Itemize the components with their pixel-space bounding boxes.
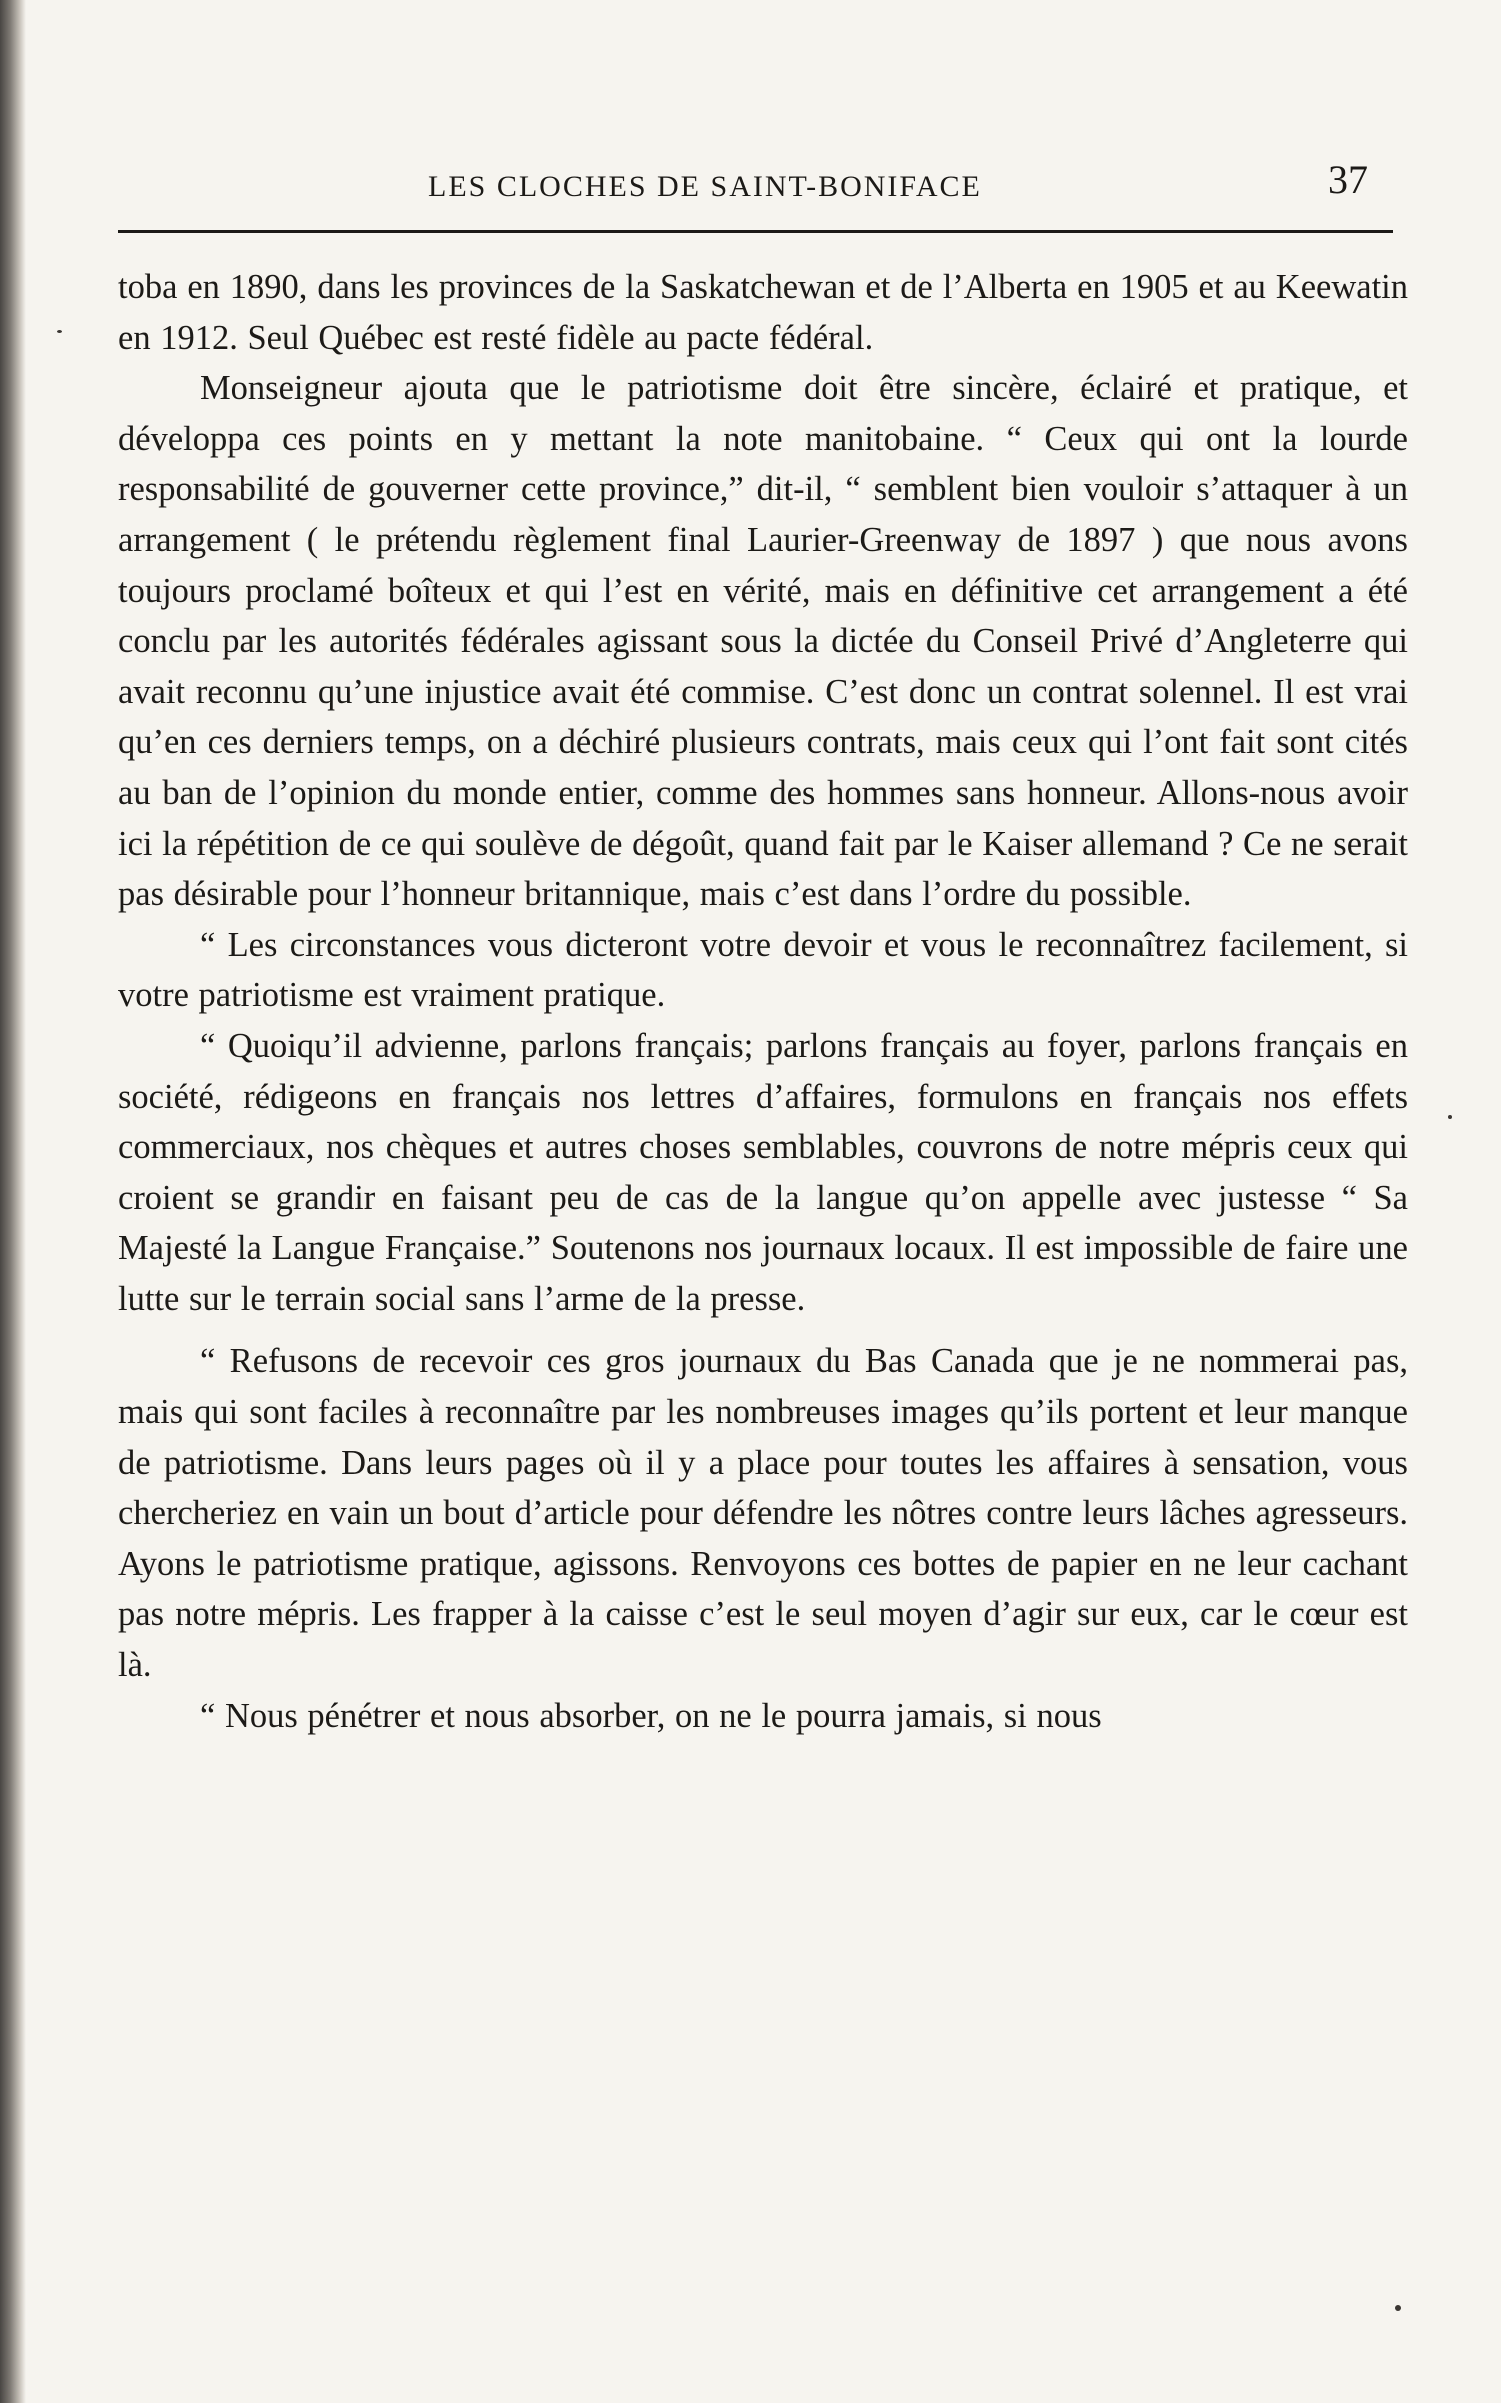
book-page: [118, 150, 1408, 1735]
paragraph-continuation: toba en 1890, dans les provinces de la Saskatchewan et de l’Alberta en 1905 et au Keewatin en 1912. Seul Québec est resté fidèle au pacte fédéral.: [118, 268, 1408, 357]
running-title: LES CLOCHES DE SAINT-BONIFACE: [428, 170, 982, 203]
ink-speck: [1448, 1115, 1452, 1119]
body-text: [118, 262, 1408, 1741]
paragraph-monseigneur: Monseigneur ajouta que le patriotisme doit être sincère, éclairé et pratique, et développa ces points en y mettant la note manitobaine. “ Ceux qui ont la lourde responsabilité de gouverner cette province,” dit-il, “ semblent bien vouloir s’attaquer à un arrangement ( le prétendu règlement final Laurier-Greenway de 1897 ) que nous avons toujours proclamé boîteux et qui l’est en vérité, mais en définitive cet arrangement a été conclu par les autorités fédérales agissant sous la dictée du Conseil Privé d’Angleterre qui avait reconnu qu’une injustice avait été commise. C’est donc un contrat solennel. Il est vrai qu’en ces derniers temps, on a déchiré plusieurs contrats, mais ceux qui l’ont fait sont cités au ban de l’opinion du monde entier, comme des hommes sans honneur. Allons-nous avoir ici la répétition de ce qui soulève de dégoût, quand fait par le Kaiser allemand ? Ce ne serait pas désirable pour l’honneur britannique, mais c’est dans l’ordre du possible.: [118, 369, 1408, 914]
paragraph-parlons-francais: “ Quoiqu’il advienne, parlons français; parlons français au foyer, parlons français en société, rédigeons en français nos lettres d’affaires, formulons en français nos effets commerciaux, nos chèques et autres choses semblables, couvrons de notre mépris ceux qui croient se grandir en faisant peu de cas de la langue qu’on appelle avec justesse “ Sa Majesté la Langue Française.” Soutenons nos journaux locaux. Il est impossible de faire une lutte sur le terrain social sans l’arme de la presse.: [118, 1026, 1408, 1318]
ink-speck: [1395, 2305, 1401, 2311]
page-number: 37: [1328, 157, 1368, 202]
ink-speck: [57, 330, 62, 333]
running-head: [118, 150, 1408, 210]
book-spine-shadow: [0, 0, 26, 2403]
paragraph-circonstances: “ Les circonstances vous dicteront votre devoir et vous le reconnaîtrez facilement, si votre patriotisme est vraiment pratique.: [118, 925, 1408, 1015]
paragraph-penetrer: “ Nous pénétrer et nous absorber, on ne le pourra jamais, si nous: [200, 1696, 1102, 1735]
header-rule: [118, 230, 1393, 233]
paragraph-refusons: “ Refusons de recevoir ces gros journaux du Bas Canada que je ne nommerai pas, mais qui sont faciles à reconnaître par les nombreuses images qu’ils portent et leur manque de patriotisme. Dans leurs pages où il y a place pour toutes les affaires à sensation, vous chercheriez en vain un bout d’article pour défendre les nôtres contre leurs lâches agresseurs. Ayons le patriotisme pratique, agissons. Renvoyons ces bottes de papier en ne leur cachant pas notre mépris. Les frapper à la caisse c’est le seul moyen d’agir sur eux, car le cœur est là.: [118, 1342, 1408, 1685]
